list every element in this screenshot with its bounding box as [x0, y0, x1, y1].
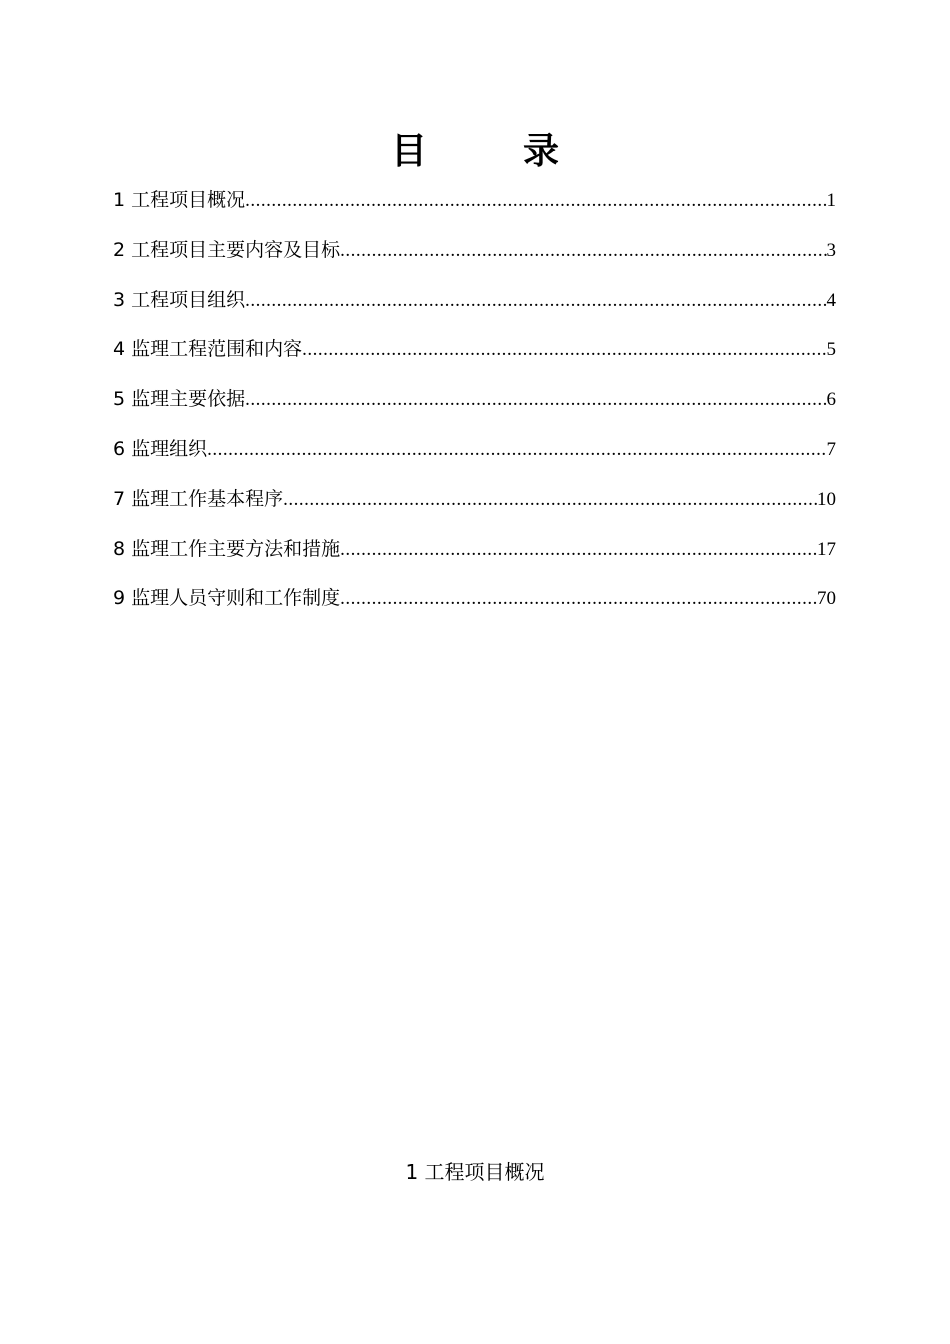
toc-leader-dots [245, 183, 826, 219]
toc-leader-dots [283, 482, 817, 518]
toc-entry[interactable] [113, 331, 836, 381]
toc-entry[interactable] [113, 481, 836, 531]
toc-entry-page[interactable]: 17 [817, 538, 836, 560]
toc-entry-text[interactable]: 5 监理主要依据 [113, 388, 246, 411]
toc-entry[interactable] [113, 381, 836, 431]
toc-entry[interactable] [113, 282, 836, 332]
toc-entry[interactable] [113, 580, 836, 630]
toc-entry[interactable] [113, 431, 836, 481]
toc-list [113, 182, 836, 630]
toc-entry-page[interactable]: 70 [817, 588, 836, 610]
toc-entry-text[interactable]: 7 监理工作基本程序 [113, 487, 284, 510]
toc-entry-page[interactable]: 7 [826, 438, 836, 460]
toc-entry-page[interactable]: 1 [826, 190, 836, 211]
toc-entry[interactable] [113, 232, 836, 282]
toc-entry-page[interactable]: 6 [826, 389, 836, 411]
toc-entry-text[interactable]: 9 监理人员守则和工作制度 [113, 587, 341, 610]
toc-entry-text[interactable]: 2 工程项目主要内容及目标 [113, 238, 341, 261]
toc-entry-text[interactable]: 3 工程项目组织 [113, 288, 246, 311]
toc-entry-text[interactable]: 1 工程项目概况 [113, 189, 246, 211]
toc-leader-dots [340, 532, 817, 568]
toc-entry-text[interactable]: 4 监理工程范围和内容 [113, 338, 303, 361]
toc-title-part1: 目 [390, 131, 427, 172]
toc-leader-dots [302, 332, 826, 368]
section-heading: 1 工程项目概况 [405, 1160, 545, 1184]
toc-leader-dots [207, 432, 826, 468]
toc-entry-text[interactable]: 6 监理组织 [113, 437, 208, 460]
toc-entry-page[interactable]: 5 [826, 339, 836, 361]
toc-entry-text[interactable]: 8 监理工作主要方法和措施 [113, 537, 341, 560]
toc-title-part2: 录 [523, 131, 560, 172]
toc-leader-dots [340, 581, 817, 617]
toc-entry-page[interactable]: 3 [826, 239, 836, 261]
toc-leader-dots [245, 283, 826, 319]
toc-entry-page[interactable]: 4 [826, 289, 836, 311]
toc-leader-dots [340, 233, 826, 269]
toc-entry[interactable] [113, 182, 836, 232]
toc-title [0, 128, 950, 176]
toc-leader-dots [245, 382, 826, 418]
toc-entry[interactable] [113, 531, 836, 581]
toc-entry-page[interactable]: 10 [817, 488, 836, 510]
